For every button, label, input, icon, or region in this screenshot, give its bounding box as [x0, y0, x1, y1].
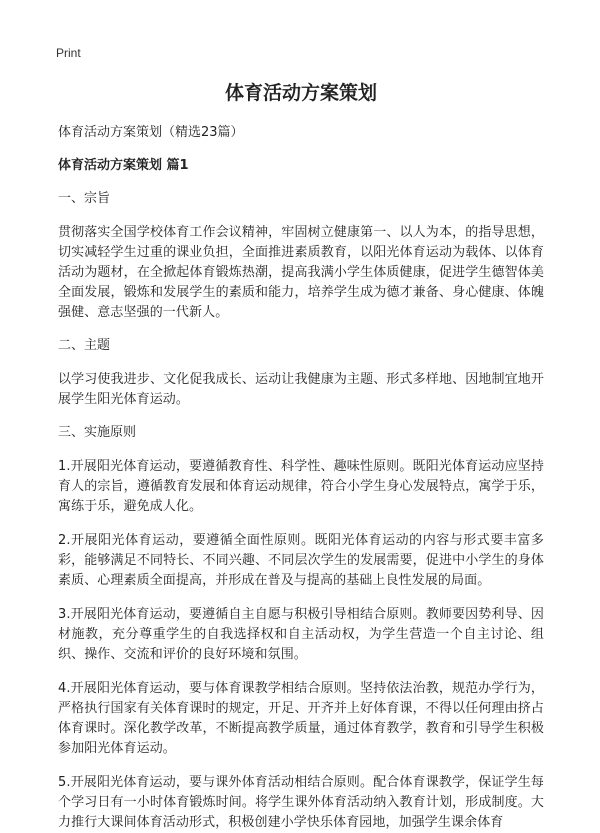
paragraph: 1.开展阳光体育运动，要遵循教育性、科学性、趣味性原则。既阳光体育运动应坚持育人的宗旨，遵循教育发展和体育运动规律，符合小学生身心发展特点，寓学于乐，寓练于乐，避免成人化。	[58, 459, 544, 514]
paragraph: 2.开展阳光体育运动，要遵循全面性原则。既阳光体育运动的内容与形式要丰富多彩，能够满足不同特长、不同兴趣、不同层次学生的发展需要，促进中小学生的身体素质、心理素质全面提高，并形成在普及与提高的基础上良性发展的局面。	[58, 533, 544, 588]
paragraph: 以学习使我进步、文化促我成长、运动让我健康为主题、形式多样地、因地制宜地开展学生阳光体育运动。	[58, 372, 544, 407]
document-title: 体育活动方案策划	[224, 82, 377, 104]
paragraph: 贯彻落实全国学校体育工作会议精神，牢固树立健康第一、以人为本，的指导思想，切实减轻学生过重的课业负担，全面推进素质教育，以阳光体育运动为载体、以体育活动为题材，在全掀起体育锻炼热潮，提高我满小学生体质健康，促进学生德智体美全面发展，锻炼和发展学生的素质和能力，培养学生成为德才兼备、身心健康、体魄强健、意志坚强的一代新人。	[58, 225, 544, 320]
section-heading: 体育活动方案策划 篇1	[58, 158, 189, 173]
item-heading: 三、实施原则	[58, 425, 137, 440]
item-heading: 二、主题	[58, 338, 111, 353]
document-subtitle: 体育活动方案策划（精选23篇）	[58, 125, 244, 140]
paragraph: 5.开展阳光体育运动，要与课外体育活动相结合原则。配合体育课教学，保证学生每个学习日有一小时体育锻炼时间。将学生课外体育活动纳入教育计划，形成制度。大力推行大课间体育活动形式，积极创建小学快乐体育园地，加强学生课余体育	[58, 775, 544, 830]
print-label: Print	[56, 46, 81, 60]
paragraph: 4.开展阳光体育运动，要与体育课教学相结合原则。坚持依法治教，规范办学行为，严格执行国家有关体育课时的规定，开足、开齐并上好体育课，不得以任何理由挤占体育课时。深化教学改革，不断提高教学质量，通过体育教学，教育和引导学生积极参加阳光体育运动。	[58, 681, 544, 756]
item-heading: 一、宗旨	[58, 191, 111, 206]
document-body	[58, 190, 544, 833]
paragraph: 3.开展阳光体育运动，要遵循自主自愿与积极引导相结合原则。教师要因势利导、因材施教，充分尊重学生的自我选择权和自主活动权，为学生营造一个自主讨论、组织、操作、交流和评价的良好环境和氛围。	[58, 607, 544, 662]
